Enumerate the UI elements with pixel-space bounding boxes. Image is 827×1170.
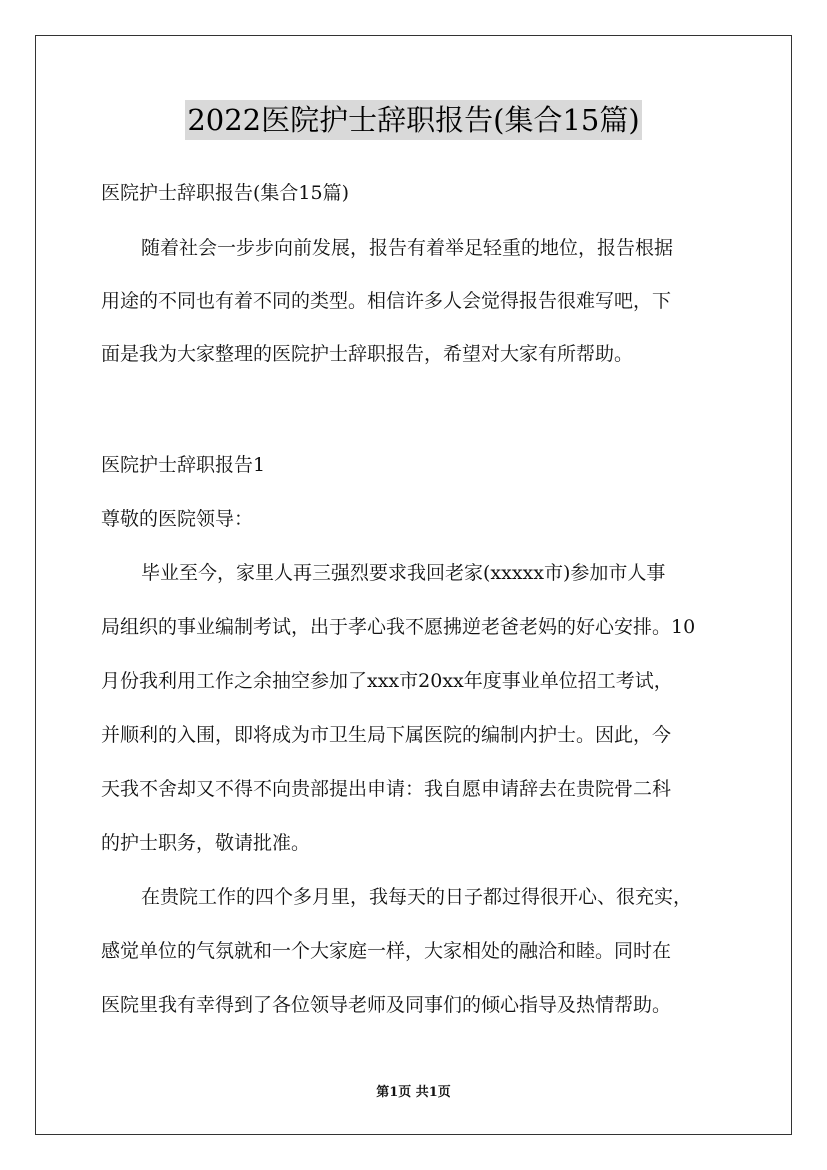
intro-line: 随着社会一步步向前发展，报告有着举足轻重的地位，报告根据 [141, 237, 674, 259]
paragraph-line: 感觉单位的气氛就和一个大家庭一样，大家相处的融洽和睦。同时在 [101, 940, 672, 962]
document-subtitle: 医院护士辞职报告(集合15篇) [101, 182, 350, 204]
paragraph-line: 并顺利的入围，即将成为市卫生局下属医院的编制内护士。因此，今 [101, 724, 672, 746]
intro-line: 用途的不同也有着不同的类型。相信许多人会觉得报告很难写吧，下 [101, 290, 672, 312]
paragraph-line: 局组织的事业编制考试，出于孝心我不愿拂逆老爸老妈的好心安排。10 [101, 616, 696, 638]
salutation: 尊敬的医院领导： [101, 508, 254, 530]
paragraph-line: 月份我利用工作之余抽空参加了xxx市20xx年度事业单位招工考试， [101, 670, 673, 692]
section-heading: 医院护士辞职报告1 [101, 454, 266, 476]
paragraph-line: 天我不舍却又不得不向贵部提出申请：我自愿申请辞去在贵院骨二科 [101, 778, 672, 800]
paragraph-line: 医院里我有幸得到了各位领导老师及同事们的倾心指导及热情帮助。 [101, 994, 672, 1016]
title-container [0, 100, 827, 140]
intro-line: 面是我为大家整理的医院护士辞职报告，希望对大家有所帮助。 [101, 343, 634, 365]
page-footer [0, 1085, 827, 1101]
paragraph-line: 在贵院工作的四个多月里，我每天的日子都过得很开心、很充实， [141, 886, 693, 908]
document-title: 2022医院护士辞职报告(集合15篇) [185, 100, 641, 140]
paragraph-line: 毕业至今，家里人再三强烈要求我回老家(xxxxx市)参加市人事 [141, 562, 666, 584]
paragraph-line: 的护士职务，敬请批准。 [101, 832, 311, 854]
page-number: 第1页 共1页 [376, 1085, 451, 1100]
